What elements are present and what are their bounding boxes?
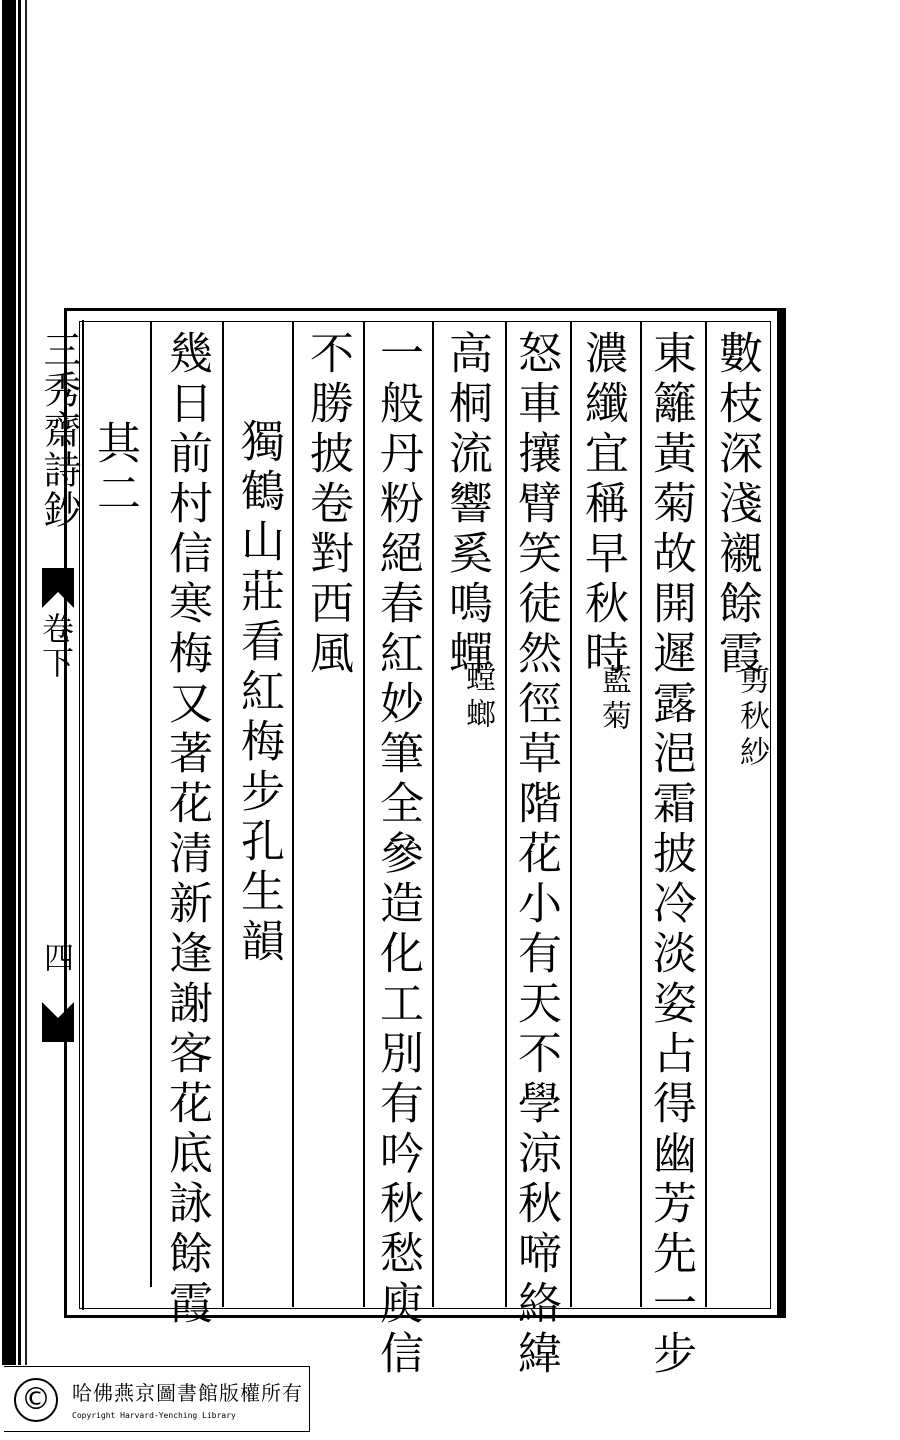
text-column: 幾日前村信寒梅又著花清新逢謝客花底詠餘霞 xyxy=(161,330,212,1330)
book-title: 三秀齋詩鈔 xyxy=(37,330,81,530)
column-rule xyxy=(705,322,707,1307)
column-rule xyxy=(150,322,152,1287)
column-rule xyxy=(570,322,572,1307)
text-column: 濃纖宜稱早秋時 xyxy=(577,330,628,680)
column-rule xyxy=(640,322,642,1307)
text-column: 其二 xyxy=(89,420,140,520)
text-column: 獨鶴山莊看紅梅步孔生韻 xyxy=(233,418,284,968)
text-column: 不勝披卷對西風 xyxy=(302,330,353,680)
column-rule xyxy=(432,322,434,1307)
column-rule xyxy=(222,322,224,1307)
text-column: 一般丹粉絕春紅妙筆全參造化工別有吟秋愁庾信 xyxy=(372,330,423,1380)
fish-tail-upper xyxy=(42,568,74,608)
column-note: 螳螂 xyxy=(460,662,495,734)
text-column: 高桐流響奚鳴蟬 xyxy=(441,330,492,680)
volume-label: 卷下 xyxy=(37,612,75,680)
page-number: 四 xyxy=(38,942,73,974)
column-rule xyxy=(292,322,294,1307)
book-spine xyxy=(0,0,38,1365)
margin-band-rule xyxy=(82,320,84,1310)
text-column: 東籬黃菊故開遲露浥霜披冷淡姿占得幽芳先一步 xyxy=(645,330,696,1380)
text-column: 數枝深淺襯餘霞 xyxy=(711,330,762,680)
copyright-icon: © xyxy=(14,1378,58,1422)
copyright-english: Copyright Harvard-Yenching Library xyxy=(72,1411,236,1420)
column-note: 剪秋紗 xyxy=(734,664,769,772)
text-column: 怒車攘臂笑徒然徑草階花小有天不學涼秋啼絡緯 xyxy=(510,330,561,1380)
fish-tail-lower xyxy=(42,1002,74,1042)
copyright-chinese: 哈佛燕京圖書館版權所有 xyxy=(72,1381,303,1405)
column-rule xyxy=(505,322,507,1307)
column-note: 藍菊 xyxy=(596,664,631,736)
column-rule xyxy=(363,322,365,1307)
